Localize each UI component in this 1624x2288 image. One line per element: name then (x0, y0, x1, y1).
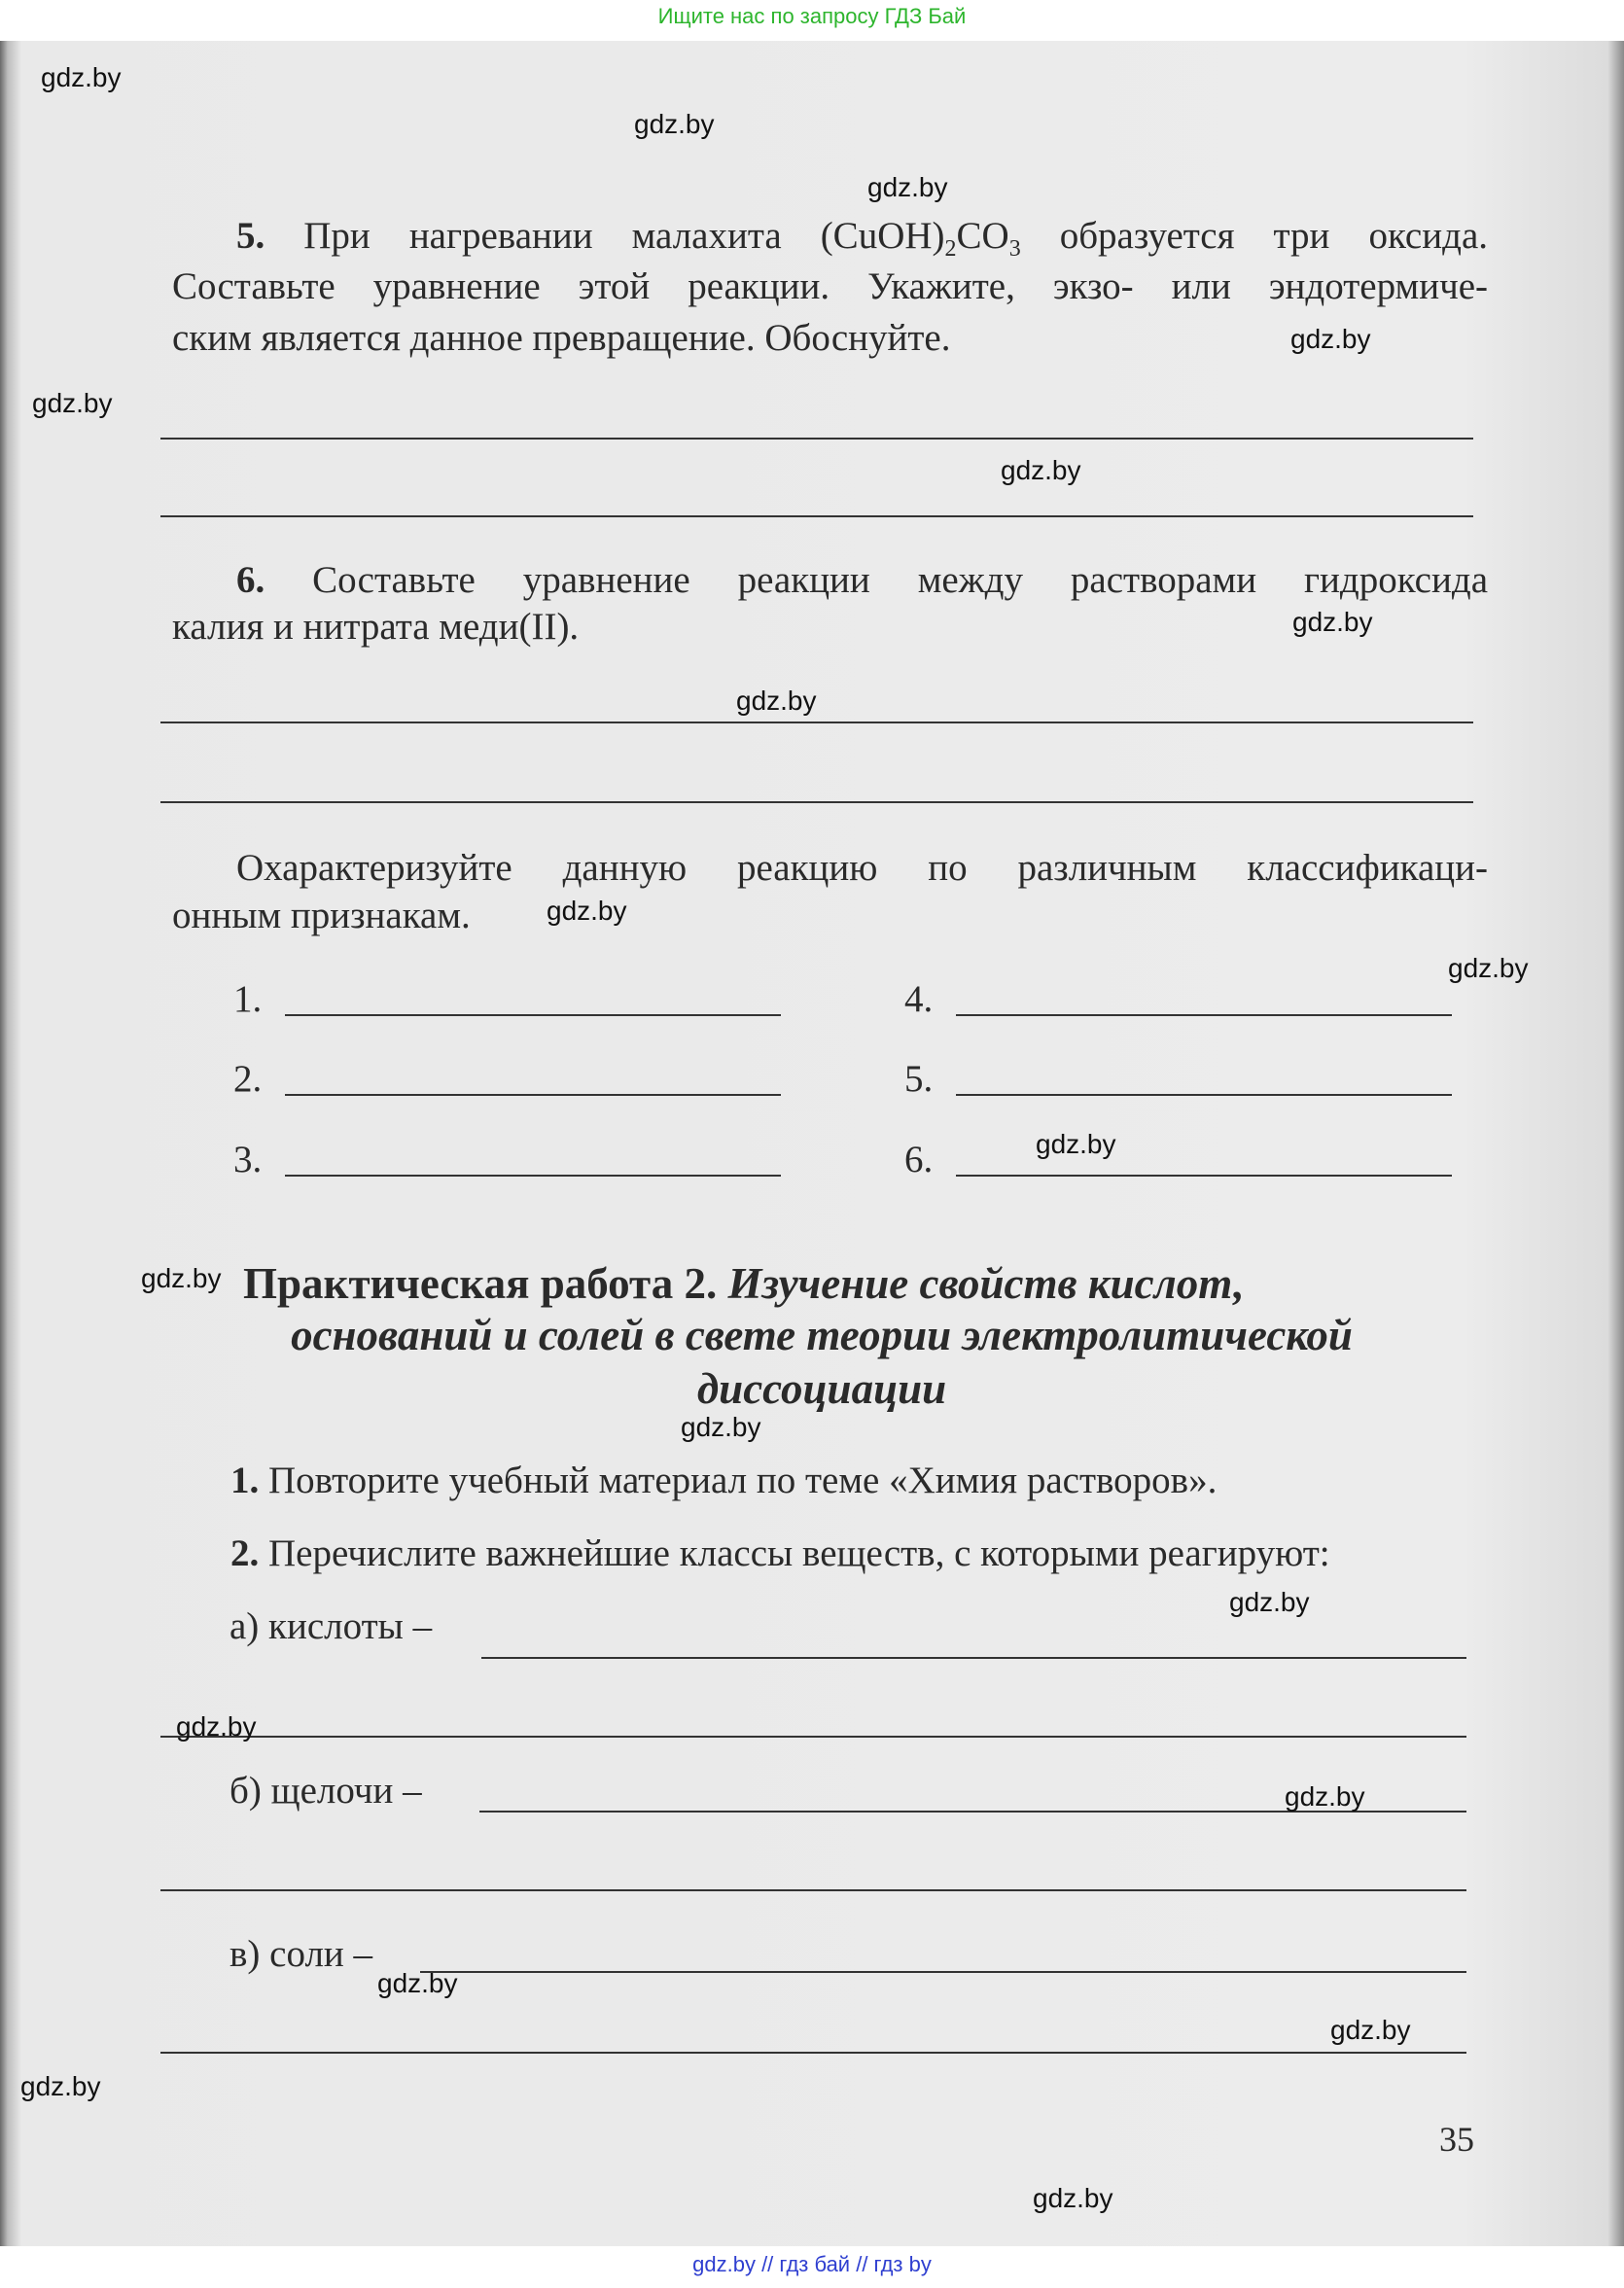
characterize-line1: Охарактеризуйте данную реакцию по различным классификаци- (236, 847, 1488, 889)
answer-line[interactable] (956, 1014, 1452, 1016)
answer-line[interactable] (160, 801, 1473, 803)
practical-title-line3 (194, 1363, 1449, 1414)
footer-links[interactable]: gdz.by // гдз бай // гдз by (692, 2252, 932, 2276)
item-text: Перечислите важнейшие классы веществ, с которыми реагируют: (268, 1532, 1330, 1574)
answer-line[interactable] (285, 1094, 781, 1096)
acids-label: а) кислоты – (229, 1605, 433, 1647)
task5-text-b: CO (956, 215, 1009, 257)
practical-item1 (230, 1459, 1217, 1503)
task5-line1 (236, 214, 1488, 262)
task5-line3: ским является данное превращение. Обоснуйте. (172, 317, 951, 359)
answer-line[interactable] (481, 1657, 1466, 1659)
watermark: gdz.by (547, 896, 627, 926)
item-number: 1. (233, 978, 263, 1020)
subscript: 2 (944, 236, 957, 262)
item-number: 6. (904, 1139, 934, 1180)
answer-line[interactable] (160, 515, 1473, 517)
item-number: 3. (233, 1139, 263, 1180)
watermark: gdz.by (32, 388, 113, 418)
answer-line[interactable] (160, 438, 1473, 440)
practical-title-italic: диссоциации (696, 1364, 947, 1413)
item-number: 4. (904, 978, 934, 1020)
task6-line2: калия и нитрата меди(II). (172, 606, 580, 648)
watermark: gdz.by (736, 686, 817, 716)
watermark: gdz.by (377, 1968, 458, 1998)
answer-line[interactable] (956, 1175, 1452, 1177)
practical-title-line2 (194, 1310, 1449, 1360)
practical-item2 (230, 1531, 1330, 1576)
answer-line[interactable] (956, 1094, 1452, 1096)
watermark: gdz.by (141, 1263, 222, 1293)
task5-number: 5. (236, 215, 265, 257)
item-number: 5. (904, 1058, 934, 1100)
answer-line[interactable] (160, 2052, 1466, 2054)
task5-text-a: При нагревании малахита (CuOH) (303, 215, 945, 257)
search-banner[interactable]: Ищите нас по запросу ГДЗ Бай (657, 4, 967, 28)
answer-line[interactable] (285, 1014, 781, 1016)
task6-text: Составьте уравнение реакции между растворами гидроксида (312, 559, 1489, 601)
salts-label: в) соли – (229, 1933, 373, 1975)
answer-line[interactable] (160, 1736, 1466, 1738)
watermark: gdz.by (1448, 953, 1529, 983)
watermark: gdz.by (1033, 2183, 1113, 2213)
task5-line2: Составьте уравнение этой реакции. Укажите, экзо- или эндотермиче- (172, 265, 1488, 307)
watermark: gdz.by (176, 1711, 257, 1742)
item-number: 2. (233, 1058, 263, 1100)
task5-text-c: образуется три оксида. (1020, 215, 1488, 257)
task6-line1 (236, 558, 1488, 603)
answer-line[interactable] (160, 1889, 1466, 1891)
watermark: gdz.by (1036, 1129, 1116, 1159)
item-text: Повторите учебный материал по теме «Химия растворов». (268, 1460, 1218, 1501)
watermark: gdz.by (1001, 455, 1081, 485)
characterize-line2: онным признакам. (172, 895, 471, 936)
watermark: gdz.by (1229, 1587, 1310, 1617)
practical-title-line1 (243, 1258, 1245, 1309)
watermark: gdz.by (1292, 607, 1373, 637)
item-number: 1. (230, 1460, 260, 1501)
watermark: gdz.by (1290, 324, 1371, 354)
item-number: 2. (230, 1532, 260, 1574)
answer-line[interactable] (420, 1971, 1466, 1973)
answer-line[interactable] (285, 1175, 781, 1177)
task6-number: 6. (236, 559, 265, 601)
page-number: 35 (1439, 2120, 1474, 2159)
practical-title-italic: Изучение свойств кислот, (727, 1259, 1245, 1308)
watermark: gdz.by (1285, 1781, 1365, 1812)
watermark: gdz.by (41, 62, 122, 92)
watermark: gdz.by (1330, 2015, 1411, 2045)
watermark: gdz.by (681, 1412, 761, 1442)
watermark: gdz.by (20, 2071, 101, 2101)
practical-title-italic: оснований и солей в свете теории электролитической (291, 1311, 1353, 1359)
subscript: 3 (1008, 236, 1021, 262)
watermark: gdz.by (634, 109, 715, 139)
alkalis-label: б) щелочи – (229, 1770, 422, 1812)
answer-line[interactable] (160, 722, 1473, 723)
practical-title-bold: Практическая работа 2. (243, 1259, 718, 1308)
watermark: gdz.by (867, 172, 948, 202)
